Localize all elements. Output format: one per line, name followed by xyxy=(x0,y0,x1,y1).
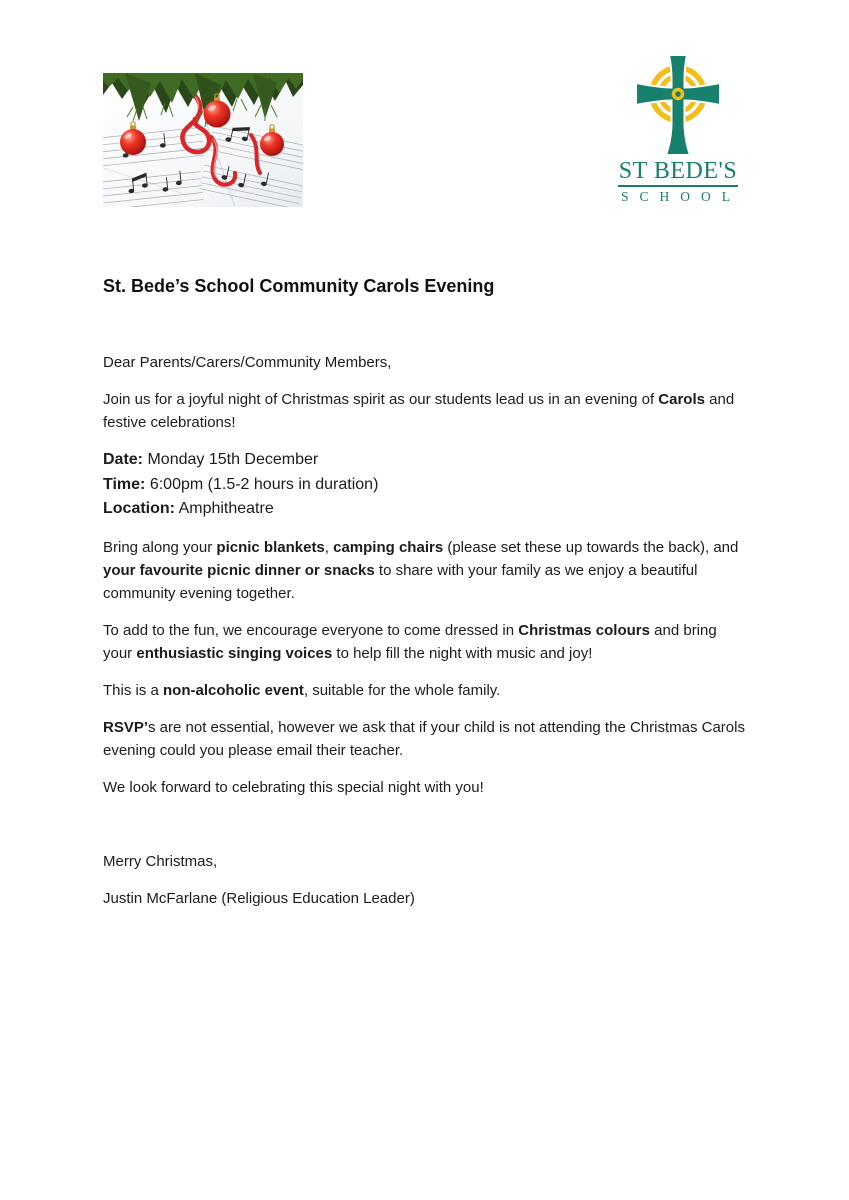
paragraph xyxy=(103,351,749,374)
text: , suitable for the whole family. xyxy=(303,681,501,699)
bold-text: Time: xyxy=(103,475,146,493)
bold-text: St. Bede’s School Community Carols Evening xyxy=(103,276,495,296)
text: to share with your family as we enjoy a beautiful community evening together. xyxy=(103,561,698,602)
letter-body xyxy=(103,273,749,924)
text: 6:00pm (1.5-2 hours in duration) xyxy=(145,475,379,493)
text: Justin McFarlane (Religious Education Leader) xyxy=(103,889,415,907)
school-logo-name: ST BEDE'S xyxy=(618,158,738,184)
text: and festive celebrations! xyxy=(103,391,735,431)
bold-text: picnic blankets xyxy=(216,538,325,556)
christmas-photo xyxy=(103,73,303,207)
paragraph-spacer xyxy=(103,314,749,337)
bold-text: Christmas colours xyxy=(518,621,650,639)
christmas-ornaments-sheet-music-icon xyxy=(103,73,303,207)
bold-text: RSVP’ xyxy=(103,718,149,736)
text: and bring your xyxy=(103,621,717,662)
text: Bring along your xyxy=(103,538,217,556)
text: This is a xyxy=(103,681,164,699)
bold-text: Carols xyxy=(658,391,705,408)
letter-title xyxy=(103,273,749,300)
celtic-cross-icon xyxy=(636,55,720,155)
paragraph-spacer xyxy=(103,813,749,836)
text: to help fill the night with music and joy! xyxy=(332,644,593,662)
paragraph xyxy=(103,776,749,799)
school-logo xyxy=(615,55,741,204)
paragraph xyxy=(103,536,749,605)
bold-text: Location: xyxy=(103,500,175,517)
text: Join us for a joyful night of Christmas spirit as our students lead us in an evening of xyxy=(103,391,659,408)
text: We look forward to celebrating this special night with you! xyxy=(103,778,484,796)
paragraph xyxy=(103,850,749,873)
bold-text: your favourite picnic dinner or snacks xyxy=(103,561,375,579)
event-details xyxy=(103,448,749,522)
text: Dear Parents/Carers/Community Members, xyxy=(103,354,392,371)
text: Monday 15th December xyxy=(143,451,319,468)
bold-text: camping chairs xyxy=(333,538,444,556)
text: Merry Christmas, xyxy=(103,852,218,870)
paragraph xyxy=(103,716,749,762)
text: s are not essential, however we ask that if your child is not attending the Christmas Carols evening could you please email their teacher. xyxy=(103,718,745,759)
school-logo-school-word: SCHOOL xyxy=(621,188,742,204)
text: To add to the fun, we encourage everyone to come dressed in xyxy=(103,621,519,639)
paragraph xyxy=(103,619,749,665)
paragraph xyxy=(103,887,749,910)
text: Amphitheatre xyxy=(175,500,274,517)
paragraph xyxy=(103,388,749,434)
text: , xyxy=(324,538,334,556)
text: (please set these up towards the back), and xyxy=(443,538,739,556)
school-logo-divider xyxy=(618,185,738,187)
bold-text: enthusiastic singing voices xyxy=(136,644,333,662)
bold-text: non-alcoholic event xyxy=(163,681,304,699)
paragraph xyxy=(103,679,749,702)
bold-text: Date: xyxy=(103,451,144,468)
